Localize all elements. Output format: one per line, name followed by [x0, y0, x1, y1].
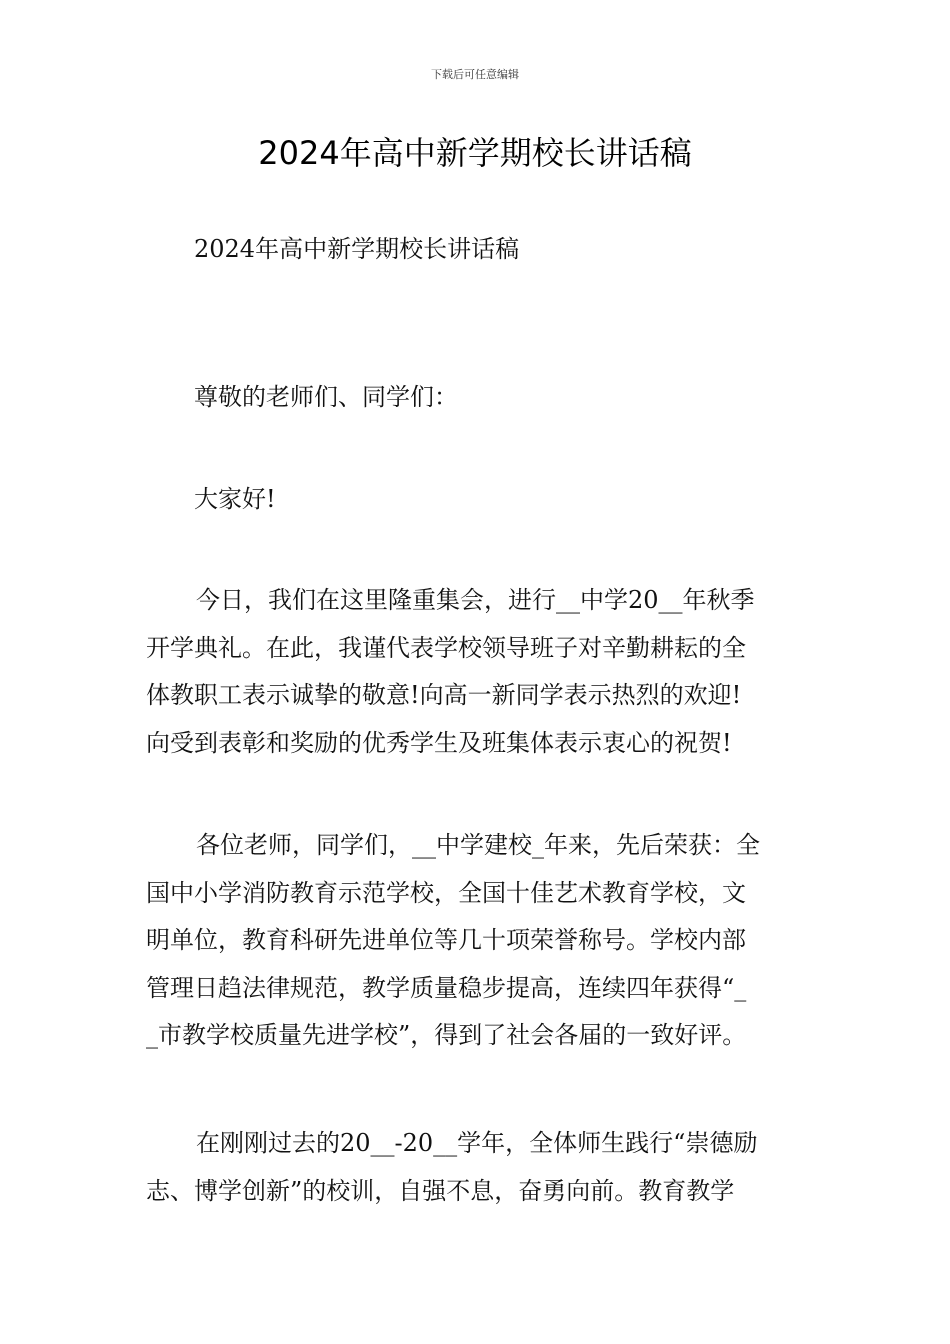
document-subtitle: 2024年高中新学期校长讲话稿	[194, 235, 520, 263]
paragraph-line: _市教学校质量先进学校”，得到了社会各届的一致好评。	[146, 1021, 747, 1049]
paragraph-line: 明单位，教育科研先进单位等几十项荣誉称号。学校内部	[146, 926, 746, 954]
paragraph-line: 今日，我们在这里隆重集会，进行__中学20__年秋季	[196, 586, 755, 614]
paragraph-line: 向受到表彰和奖励的优秀学生及班集体表示衷心的祝贺!	[146, 728, 732, 757]
paragraph-line: 在刚刚过去的20__-20__学年，全体师生践行“崇德励	[196, 1129, 758, 1157]
salutation: 尊敬的老师们、同学们：	[194, 383, 458, 411]
paragraph-line: 管理日趋法律规范，教学质量稳步提高，连续四年获得“_	[146, 973, 747, 1002]
paragraph-line: 体教职工表示诚挚的敬意!向高一新同学表示热烈的欢迎!	[146, 681, 742, 709]
paragraph-line: 各位老师，同学们，__中学建校_年来，先后荣获：全	[196, 831, 760, 859]
paragraph-honors	[146, 822, 808, 1060]
paragraph-line: 志、博学创新”的校训，自强不息，奋勇向前。教育教学	[146, 1176, 735, 1205]
paragraph-line: 开学典礼。在此，我谨代表学校领导班子对辛勤耕耘的全	[146, 633, 746, 662]
header-note: 下载后可任意编辑	[431, 68, 519, 81]
document-title: 2024年高中新学期校长讲话稿	[258, 134, 692, 172]
paragraph-opening	[146, 577, 808, 767]
paragraph-past-year	[146, 1120, 808, 1215]
greeting: 大家好!	[194, 485, 276, 513]
paragraph-line: 国中小学消防教育示范学校，全国十佳艺术教育学校，文	[146, 878, 746, 907]
